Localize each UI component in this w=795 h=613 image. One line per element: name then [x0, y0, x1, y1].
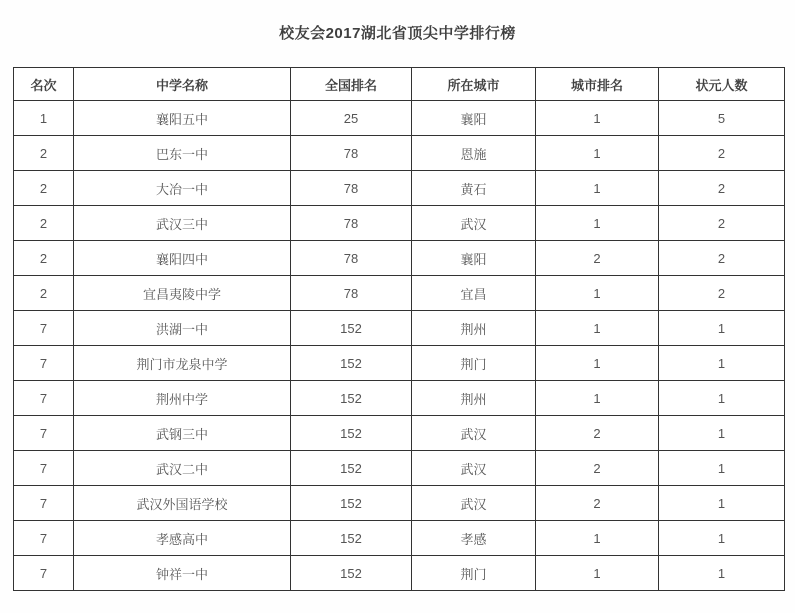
table-row — [14, 311, 785, 346]
cell-city-rank: 1 — [536, 276, 659, 311]
cell-school-name: 荆门市龙泉中学 — [74, 346, 291, 381]
cell-city: 襄阳 — [412, 101, 536, 136]
cell-city-rank: 1 — [536, 381, 659, 416]
column-header-school-name: 中学名称 — [74, 68, 291, 101]
table-row — [14, 101, 785, 136]
column-header-rank: 名次 — [14, 68, 74, 101]
cell-city-rank: 1 — [536, 206, 659, 241]
column-header-city-rank: 城市排名 — [536, 68, 659, 101]
cell-top-scorer-count: 1 — [659, 486, 785, 521]
cell-top-scorer-count: 1 — [659, 416, 785, 451]
cell-city: 荆门 — [412, 556, 536, 591]
cell-rank: 2 — [14, 171, 74, 206]
cell-top-scorer-count: 2 — [659, 276, 785, 311]
table-row — [14, 171, 785, 206]
cell-school-name: 襄阳四中 — [74, 241, 291, 276]
cell-school-name: 武钢三中 — [74, 416, 291, 451]
cell-school-name: 武汉外国语学校 — [74, 486, 291, 521]
cell-school-name: 武汉三中 — [74, 206, 291, 241]
cell-national-rank: 78 — [291, 241, 412, 276]
cell-top-scorer-count: 2 — [659, 171, 785, 206]
cell-school-name: 荆州中学 — [74, 381, 291, 416]
cell-city: 孝感 — [412, 521, 536, 556]
column-header-top-scorer-count: 状元人数 — [659, 68, 785, 101]
cell-rank: 7 — [14, 556, 74, 591]
cell-city-rank: 2 — [536, 416, 659, 451]
cell-school-name: 宜昌夷陵中学 — [74, 276, 291, 311]
cell-school-name: 孝感高中 — [74, 521, 291, 556]
cell-national-rank: 152 — [291, 311, 412, 346]
page-title: 校友会2017湖北省顶尖中学排行榜 — [279, 25, 516, 42]
cell-city-rank: 2 — [536, 486, 659, 521]
cell-national-rank: 152 — [291, 521, 412, 556]
table-row — [14, 136, 785, 171]
table-row — [14, 206, 785, 241]
cell-national-rank: 78 — [291, 206, 412, 241]
cell-top-scorer-count: 2 — [659, 241, 785, 276]
table-body — [14, 101, 785, 591]
column-header-city: 所在城市 — [412, 68, 536, 101]
cell-city-rank: 1 — [536, 521, 659, 556]
cell-city: 黄石 — [412, 171, 536, 206]
cell-national-rank: 78 — [291, 171, 412, 206]
cell-rank: 2 — [14, 206, 74, 241]
cell-city-rank: 2 — [536, 451, 659, 486]
table-row — [14, 241, 785, 276]
table-header — [14, 68, 785, 101]
cell-national-rank: 152 — [291, 451, 412, 486]
table-row — [14, 346, 785, 381]
cell-national-rank: 25 — [291, 101, 412, 136]
cell-city-rank: 1 — [536, 101, 659, 136]
cell-rank: 7 — [14, 346, 74, 381]
column-header-national-rank: 全国排名 — [291, 68, 412, 101]
cell-school-name: 大冶一中 — [74, 171, 291, 206]
cell-top-scorer-count: 2 — [659, 206, 785, 241]
cell-top-scorer-count: 1 — [659, 556, 785, 591]
cell-national-rank: 152 — [291, 556, 412, 591]
table-row — [14, 381, 785, 416]
table-row — [14, 416, 785, 451]
cell-city-rank: 2 — [536, 241, 659, 276]
cell-rank: 2 — [14, 136, 74, 171]
table-header-row — [14, 68, 785, 101]
cell-national-rank: 152 — [291, 346, 412, 381]
cell-rank: 7 — [14, 416, 74, 451]
table-row — [14, 556, 785, 591]
cell-city: 荆州 — [412, 311, 536, 346]
cell-top-scorer-count: 1 — [659, 311, 785, 346]
cell-city: 武汉 — [412, 416, 536, 451]
table-row — [14, 521, 785, 556]
cell-city: 武汉 — [412, 206, 536, 241]
cell-city: 宜昌 — [412, 276, 536, 311]
cell-city: 襄阳 — [412, 241, 536, 276]
cell-school-name: 襄阳五中 — [74, 101, 291, 136]
cell-school-name: 洪湖一中 — [74, 311, 291, 346]
table-row — [14, 276, 785, 311]
cell-national-rank: 78 — [291, 136, 412, 171]
table-row — [14, 451, 785, 486]
cell-city: 荆州 — [412, 381, 536, 416]
cell-school-name: 巴东一中 — [74, 136, 291, 171]
cell-city: 武汉 — [412, 451, 536, 486]
cell-top-scorer-count: 1 — [659, 521, 785, 556]
cell-top-scorer-count: 1 — [659, 451, 785, 486]
cell-top-scorer-count: 1 — [659, 346, 785, 381]
ranking-table — [13, 67, 785, 591]
cell-city-rank: 1 — [536, 346, 659, 381]
cell-city-rank: 1 — [536, 136, 659, 171]
cell-school-name: 钟祥一中 — [74, 556, 291, 591]
cell-rank: 7 — [14, 486, 74, 521]
cell-city-rank: 1 — [536, 556, 659, 591]
cell-rank: 7 — [14, 311, 74, 346]
cell-rank: 2 — [14, 241, 74, 276]
cell-city-rank: 1 — [536, 171, 659, 206]
cell-rank: 2 — [14, 276, 74, 311]
cell-national-rank: 152 — [291, 486, 412, 521]
cell-top-scorer-count: 5 — [659, 101, 785, 136]
cell-national-rank: 152 — [291, 416, 412, 451]
cell-rank: 1 — [14, 101, 74, 136]
table-row — [14, 486, 785, 521]
cell-city: 恩施 — [412, 136, 536, 171]
cell-city: 武汉 — [412, 486, 536, 521]
cell-national-rank: 152 — [291, 381, 412, 416]
cell-rank: 7 — [14, 381, 74, 416]
cell-city: 荆门 — [412, 346, 536, 381]
cell-city-rank: 1 — [536, 311, 659, 346]
cell-rank: 7 — [14, 521, 74, 556]
cell-top-scorer-count: 1 — [659, 381, 785, 416]
cell-national-rank: 78 — [291, 276, 412, 311]
cell-school-name: 武汉二中 — [74, 451, 291, 486]
cell-rank: 7 — [14, 451, 74, 486]
cell-top-scorer-count: 2 — [659, 136, 785, 171]
